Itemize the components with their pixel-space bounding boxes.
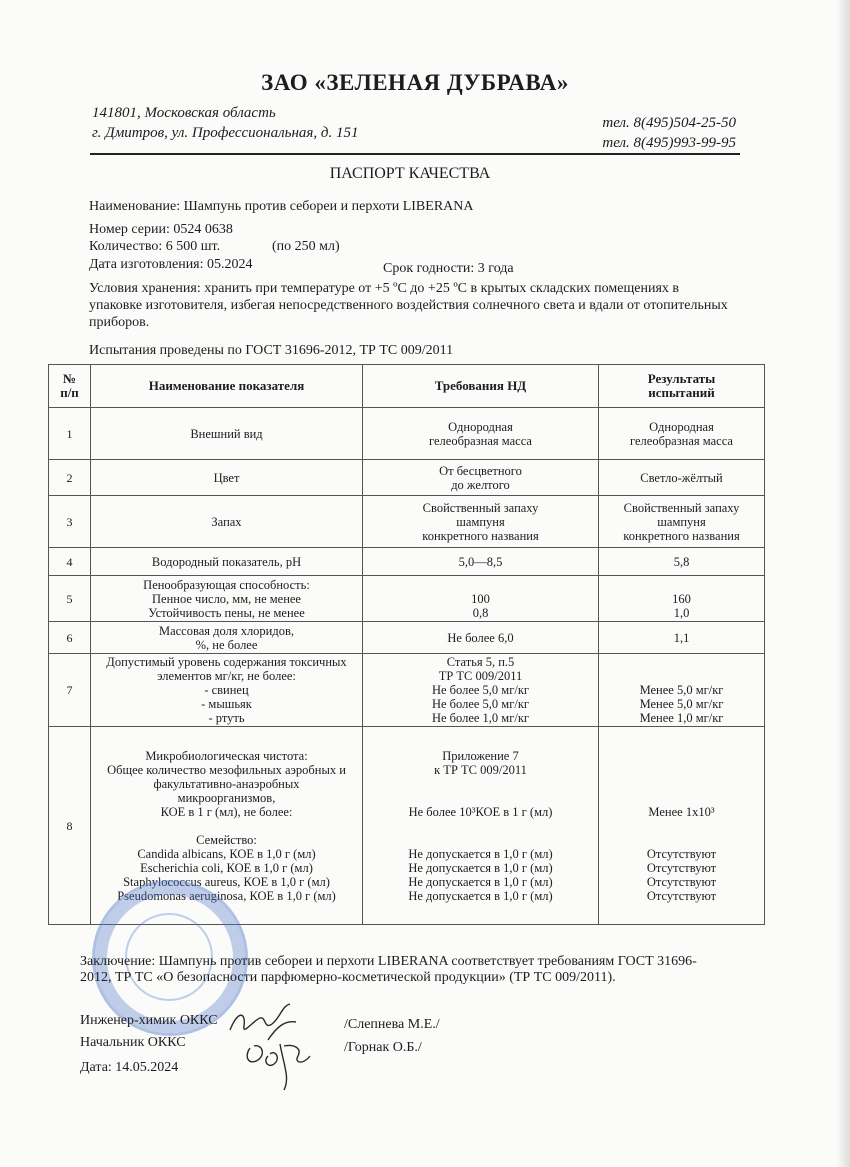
cell-requirement	[363, 408, 599, 460]
indicator-line: %, не более	[195, 637, 258, 652]
result-line: 1,0	[673, 605, 690, 620]
company-address	[92, 103, 358, 143]
requirement-line: ТР ТС 009/2011	[438, 669, 523, 683]
company-name: ЗАО «ЗЕЛЕНАЯ ДУБРАВА»	[261, 70, 569, 95]
indicator-line: Внешний вид	[190, 426, 263, 441]
indicator-line: Водородный показатель, рН	[151, 554, 302, 569]
indicator-line	[95, 819, 358, 833]
indicator-line: Пенообразующая способность:	[143, 577, 310, 592]
cell-indicator	[91, 622, 363, 654]
result-line: Отсутствуют	[646, 860, 717, 875]
tests-standard: Испытания проведены по ГОСТ 31696-2012, ТР ТС 009/2011	[89, 343, 454, 358]
cell-indicator	[91, 496, 363, 548]
requirement-line: Не допускается в 1,0 г (мл)	[408, 846, 553, 861]
result-line: конкретного названия	[623, 528, 740, 543]
result-line	[603, 791, 760, 805]
result-line	[603, 777, 760, 791]
result-line: шампуня	[657, 514, 706, 529]
cell-result	[599, 460, 765, 496]
indicator-line: факультативно-анаэробных	[153, 776, 300, 791]
table-row	[49, 576, 765, 622]
engineer-name: /Слепнева М.Е./	[344, 1017, 440, 1032]
row-number: 6	[49, 622, 91, 654]
table-body	[49, 408, 765, 925]
result-line: 5,8	[673, 554, 690, 569]
requirement-line: к ТР ТС 009/2011	[434, 762, 527, 777]
cell-indicator	[91, 460, 363, 496]
requirement-line	[367, 791, 594, 805]
indicator-line: - свинец	[204, 683, 249, 697]
result-line	[603, 833, 760, 847]
address-line-1: 141801, Московская область	[92, 105, 276, 121]
requirement-line: Статья 5, п.5	[446, 655, 515, 669]
storage-conditions: Условия хранения: хранить при температуре от +5 ºС до +25 ºС в крытых складских помещениях в упаковке изготовителя, избегая непосредственного воздействия солнечного света и вдали от отопительных приборов.	[89, 281, 728, 330]
cell-result	[599, 576, 765, 622]
indicator-line: Устойчивость пены, не менее	[148, 605, 305, 620]
requirement-line: Не допускается в 1,0 г (мл)	[408, 860, 553, 875]
requirement-line: Не более 1,0 мг/кг	[431, 711, 530, 725]
result-line	[603, 578, 760, 592]
table-row	[49, 548, 765, 576]
indicator-line: элементов мг/кг, не более:	[157, 669, 296, 683]
series-number: Номер серии: 0524 0638	[89, 222, 233, 237]
product-name: Наименование: Шампунь против себореи и перхоти LIBERANA	[89, 199, 474, 214]
cell-requirement	[363, 576, 599, 622]
result-line: 1,1	[673, 630, 690, 645]
shelf-life: Срок годности: 3 года	[383, 261, 514, 276]
address-line-2: г. Дмитров, ул. Профессиональная, д. 151	[92, 125, 359, 141]
result-line	[603, 763, 760, 777]
row-number: 4	[49, 548, 91, 576]
result-line: 160	[672, 591, 691, 606]
cell-indicator	[91, 408, 363, 460]
requirement-line: Не допускается в 1,0 г (мл)	[408, 874, 553, 889]
requirement-line	[367, 578, 594, 592]
requirement-line: Не допускается в 1,0 г (мл)	[408, 888, 553, 903]
indicator-line: Общее количество мезофильных аэробных и	[107, 762, 346, 777]
indicator-line: Микробиологическая чистота:	[145, 748, 308, 763]
cell-result	[599, 654, 765, 727]
result-line: Менее 1,0 мг/кг	[639, 711, 724, 725]
result-line: Отсутствуют	[646, 874, 717, 889]
cell-indicator	[91, 576, 363, 622]
header-indicator: Наименование показателя	[91, 365, 363, 408]
header-requirement: Требования НД	[363, 365, 599, 408]
table-row	[49, 654, 765, 727]
row-number: 2	[49, 460, 91, 496]
requirement-line: шампуня	[456, 514, 505, 529]
indicator-line: КОЕ в 1 г (мл), не более:	[160, 804, 293, 819]
cell-requirement	[363, 727, 599, 925]
header-divider	[90, 153, 740, 155]
indicator-line: Массовая доля хлоридов,	[158, 623, 295, 638]
requirement-line: Не более 5,0 мг/кг	[431, 683, 530, 697]
requirement-line: 0,8	[472, 605, 489, 620]
cell-result	[599, 622, 765, 654]
table-row	[49, 622, 765, 654]
result-line: Свойственный запаху	[623, 500, 740, 515]
cell-result	[599, 408, 765, 460]
cell-result	[599, 548, 765, 576]
result-line: гелеобразная масса	[630, 433, 733, 448]
engineer-title: Инженер-химик ОККС	[80, 1013, 218, 1028]
table-row	[49, 496, 765, 548]
table-row	[49, 460, 765, 496]
indicator-line: Candida albicans, КОЕ в 1,0 г (мл)	[137, 846, 316, 861]
result-line: Однородная	[649, 419, 714, 434]
indicator-line: Pseudomonas aeruginosa, КОЕ в 1,0 г (мл)	[117, 888, 336, 903]
requirement-line	[367, 833, 594, 847]
result-line: Отсутствуют	[646, 846, 717, 861]
result-line: Менее 1х10³	[648, 804, 715, 819]
phone-2: тел. 8(495)993-99-95	[602, 135, 736, 151]
requirement-line: Свойственный запаху	[422, 500, 539, 515]
quantity: Количество: 6 500 шт.	[89, 239, 221, 254]
requirement-line: Не более 6,0	[447, 630, 514, 645]
result-line	[603, 655, 760, 669]
manufacture-date: Дата изготовления: 05.2024	[89, 257, 253, 272]
requirement-line: 5,0—8,5	[458, 554, 503, 569]
requirement-line: гелеобразная масса	[429, 433, 532, 448]
header-num: № п/п	[49, 365, 91, 408]
cell-indicator	[91, 654, 363, 727]
company-phones	[602, 113, 736, 153]
cell-result	[599, 727, 765, 925]
result-line	[603, 819, 760, 833]
result-line: Светло-жёлтый	[640, 470, 723, 485]
conclusion-text: Заключение: Шампунь против себореи и перхоти LIBERANA соответствует требованиям ГОСТ 31696-2012, ТР ТС «О безопасности парфюмерно-косметической продукции» (ТР ТС 009/2011).	[80, 954, 697, 985]
row-number: 1	[49, 408, 91, 460]
indicator-line: Escherichia coli, КОЕ в 1,0 г (мл)	[140, 860, 313, 875]
requirement-line: до желтого	[451, 477, 510, 492]
indicator-line: Семейство:	[196, 832, 257, 847]
indicator-line: - ртуть	[208, 711, 245, 725]
row-number: 5	[49, 576, 91, 622]
cell-requirement	[363, 460, 599, 496]
requirement-line	[367, 819, 594, 833]
cell-requirement	[363, 654, 599, 727]
requirement-line	[367, 777, 594, 791]
quantity-note: (по 250 мл)	[272, 239, 340, 254]
head-name: /Горнак О.Б./	[344, 1040, 422, 1055]
requirement-line: От бесцветного	[439, 463, 522, 478]
head-signature	[240, 1026, 316, 1096]
indicator-line: - мышьяк	[201, 697, 252, 711]
indicator-line: Пенное число, мм, не менее	[152, 591, 301, 606]
result-line	[603, 749, 760, 763]
head-title: Начальник ОККС	[80, 1035, 186, 1050]
row-number: 3	[49, 496, 91, 548]
cell-requirement	[363, 622, 599, 654]
result-line: Менее 5,0 мг/кг	[639, 683, 724, 697]
table-header-row	[49, 365, 765, 408]
result-line	[603, 669, 760, 683]
document-title: ПАСПОРТ КАЧЕСТВА	[329, 165, 491, 182]
indicator-line: Цвет	[213, 470, 240, 485]
cell-requirement	[363, 496, 599, 548]
cell-requirement	[363, 548, 599, 576]
requirement-line: Не более 5,0 мг/кг	[431, 697, 530, 711]
indicator-line: Запах	[211, 514, 242, 529]
requirement-line: Не более 10³КОЕ в 1 г (мл)	[408, 804, 553, 819]
cell-indicator	[91, 548, 363, 576]
requirement-line: 100	[471, 591, 490, 606]
indicator-line: микроорганизмов,	[177, 790, 276, 805]
row-number: 7	[49, 654, 91, 727]
header-result: Результаты испытаний	[599, 365, 765, 408]
indicator-line: Допустимый уровень содержания токсичных	[106, 655, 347, 669]
result-line: Отсутствуют	[646, 888, 717, 903]
issue-date: Дата: 14.05.2024	[80, 1060, 179, 1075]
page-edge-shadow	[836, 0, 850, 1167]
requirement-line: конкретного названия	[422, 528, 539, 543]
cell-result	[599, 496, 765, 548]
requirement-line: Приложение 7	[442, 748, 519, 763]
result-line: Менее 5,0 мг/кг	[639, 697, 724, 711]
requirement-line: Однородная	[448, 419, 513, 434]
phone-1: тел. 8(495)504-25-50	[602, 115, 736, 131]
indicator-line: Staphylococcus aureus, КОЕ в 1,0 г (мл)	[123, 874, 330, 889]
table-row	[49, 408, 765, 460]
results-table	[48, 364, 765, 925]
row-number: 8	[49, 727, 91, 925]
